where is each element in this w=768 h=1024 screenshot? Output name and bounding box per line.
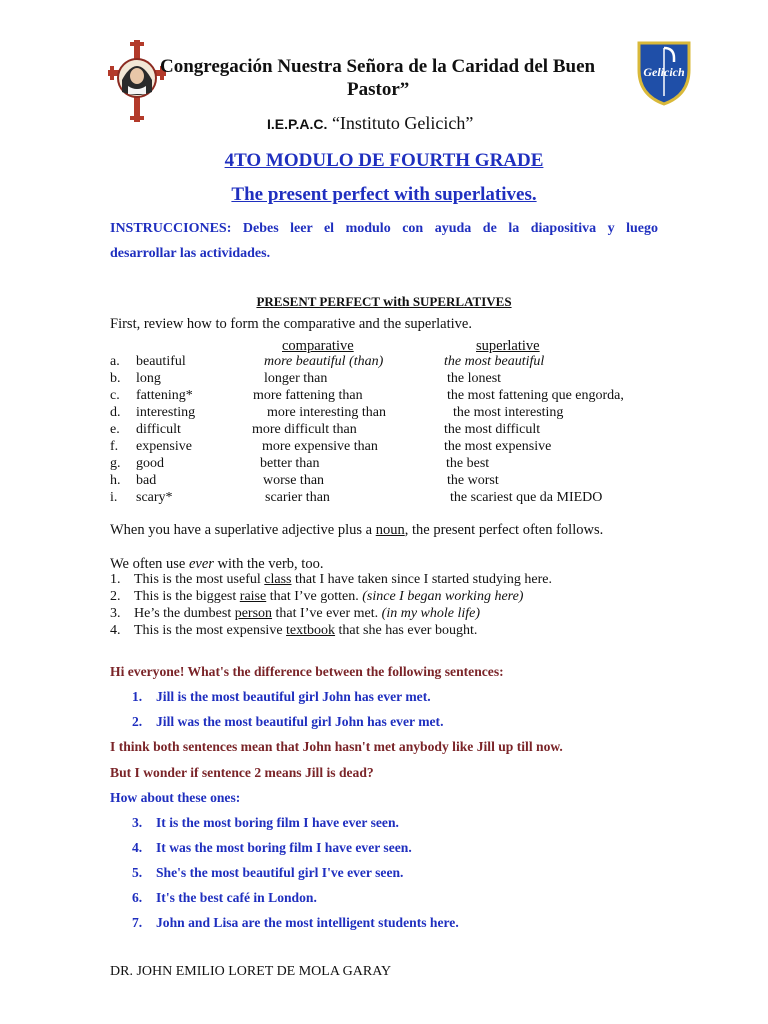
module-title: 4TO MODULO DE FOURTH GRADE (224, 150, 544, 171)
superlative-form: the lonest (447, 371, 502, 386)
example-text-before: This is the most useful (134, 572, 265, 587)
adjective-letter: c. (110, 388, 120, 403)
adjective-word: interesting (136, 405, 196, 420)
sentence-text: Jill was the most beautiful girl John has ever met. (156, 714, 444, 729)
comparative-form: longer than (264, 371, 328, 386)
adjective-word: expensive (136, 439, 192, 454)
adjective-letter: b. (110, 371, 121, 386)
p1-before: When you have a superlative adjective plus a (110, 522, 376, 538)
adjective-word: bad (136, 473, 157, 488)
adjective-letter: h. (110, 473, 121, 488)
comparative-form: more fattening than (253, 388, 363, 403)
comparative-form: more beautiful (than) (264, 354, 384, 369)
gelicich-shield-logo (636, 40, 692, 106)
p2-before: We often use (110, 556, 189, 572)
sentence-text: It is the most boring film I have ever seen. (156, 815, 399, 830)
example-text-before: He’s the dumbest (134, 606, 235, 621)
example-number: 4. (110, 623, 121, 638)
instructions-line2: desarrollar las actividades. (110, 246, 271, 261)
adjective-word: fattening* (136, 388, 193, 403)
superlative-form: the most difficult (444, 422, 541, 437)
heading-part-with: with (383, 295, 410, 310)
p1-after: , the present perfect often follows. (404, 522, 604, 538)
p2-ever: ever (188, 556, 214, 572)
adjective-letter: e. (110, 422, 120, 437)
comparative-form: better than (260, 456, 320, 471)
example-sentence (110, 606, 480, 622)
example-text-before: This is the most expensive (134, 623, 287, 638)
instructions-label: INSTRUCCIONES: (110, 221, 232, 236)
example-note: (since I began working here) (362, 589, 524, 604)
dialogue-sentence (132, 689, 431, 705)
iepac-label: I.E.P.A.C. (267, 116, 328, 132)
example-text-after: that she has ever bought. (335, 623, 478, 638)
institute-name: “Instituto Gelicich” (331, 113, 474, 133)
adjective-letter: i. (110, 490, 118, 505)
example-text-after: that I’ve ever met. (272, 606, 382, 621)
dialogue-intro: Hi everyone! What's the difference between the following sentences: (110, 664, 504, 679)
adjective-word: long (136, 371, 161, 386)
example-text-after: that I’ve gotten. (266, 589, 363, 604)
sentence-text: It was the most boring film I have ever seen. (156, 840, 412, 855)
explanation-paragraph-1 (110, 522, 603, 539)
dialogue-comment: I think both sentences mean that John hasn't met anybody like Jill up till now. (110, 739, 563, 754)
sentence-number: 4. (132, 840, 143, 855)
example-number: 2. (110, 589, 121, 604)
adjective-letter: a. (110, 354, 120, 369)
dialogue-sentence (132, 714, 443, 730)
comparative-form: more interesting than (267, 405, 386, 420)
logo-text: Gelicich (643, 65, 685, 79)
instructions-text: Debes leer el modulo con ayuda de la diapositiva y luego (242, 221, 658, 236)
example-number: 1. (110, 572, 121, 587)
column-header-comparative: comparative (282, 338, 354, 354)
heading-part-a: PRESENT PERFECT (256, 294, 384, 309)
adjective-word: scary* (136, 490, 173, 505)
dialogue-comment: But I wonder if sentence 2 means Jill is dead? (110, 765, 374, 780)
explanation-paragraph-2 (110, 556, 323, 573)
sentence-number: 1. (132, 689, 143, 704)
example-text-after: that I have taken since I started studying here. (291, 572, 552, 587)
section-intro: First, review how to form the comparative and the superlative. (110, 316, 472, 332)
comparative-form: more difficult than (252, 422, 357, 437)
example-noun: class (264, 572, 292, 587)
dialogue-prompt: How about these ones: (110, 790, 241, 805)
column-header-superlative: superlative (476, 338, 540, 354)
p2-after: with the verb, too. (213, 556, 324, 572)
adjective-word: beautiful (136, 354, 186, 369)
sentence-text: John and Lisa are the most intelligent students here. (156, 915, 459, 930)
superlative-form: the best (446, 456, 490, 471)
sentence-text: Jill is the most beautiful girl John has ever met. (156, 689, 431, 704)
example-noun: person (234, 606, 273, 621)
adjective-word: good (136, 456, 164, 471)
congregation-title-line1: Congregación Nuestra Señora de la Caridad del Buen (160, 56, 596, 77)
example-noun: raise (239, 589, 267, 604)
example-sentence (110, 572, 552, 588)
comparative-form: scarier than (265, 490, 330, 505)
sentence-number: 5. (132, 865, 143, 880)
dialogue-sentence (132, 840, 412, 856)
sentence-number: 6. (132, 890, 143, 905)
example-sentence (110, 623, 477, 639)
dialogue-sentence (132, 890, 317, 906)
adjective-letter: g. (110, 456, 121, 471)
sentence-number: 3. (132, 815, 143, 830)
section-heading (0, 294, 768, 311)
adjective-letter: f. (110, 439, 119, 454)
module-subtitle: The present perfect with superlatives. (231, 184, 537, 205)
example-number: 3. (110, 606, 121, 621)
comparative-form: worse than (263, 473, 325, 488)
dialogue-sentence (132, 865, 403, 881)
congregation-logo (108, 40, 166, 122)
sentence-text: She's the most beautiful girl I've ever seen. (156, 865, 404, 880)
example-text-before: This is the biggest (134, 589, 240, 604)
adjective-letter: d. (110, 405, 121, 420)
p1-noun: noun (375, 522, 405, 538)
superlative-form: the most beautiful (444, 354, 545, 369)
sentence-number: 2. (132, 714, 143, 729)
superlative-form: the scariest que da MIEDO (450, 490, 603, 505)
superlative-form: the most expensive (444, 439, 552, 454)
sentence-text: It's the best café in London. (156, 890, 317, 905)
example-noun: textbook (286, 623, 336, 638)
instructions (110, 216, 658, 266)
superlative-form: the most interesting (453, 405, 564, 420)
heading-part-b: SUPERLATIVES (409, 294, 512, 309)
institute-line (267, 113, 473, 134)
example-note: (in my whole life) (381, 606, 481, 621)
congregation-title-line2: Pastor” (347, 79, 410, 100)
adjective-word: difficult (136, 422, 181, 437)
instructions-line1 (110, 216, 658, 241)
comparative-form: more expensive than (262, 439, 378, 454)
example-sentence (110, 589, 523, 605)
superlative-form: the most fattening que engorda, (447, 388, 624, 403)
dialogue-sentence (132, 915, 459, 931)
superlative-form: the worst (447, 473, 499, 488)
sentence-number: 7. (132, 915, 143, 930)
author-footer: DR. JOHN EMILIO LORET DE MOLA GARAY (110, 964, 392, 979)
dialogue-sentence (132, 815, 399, 831)
